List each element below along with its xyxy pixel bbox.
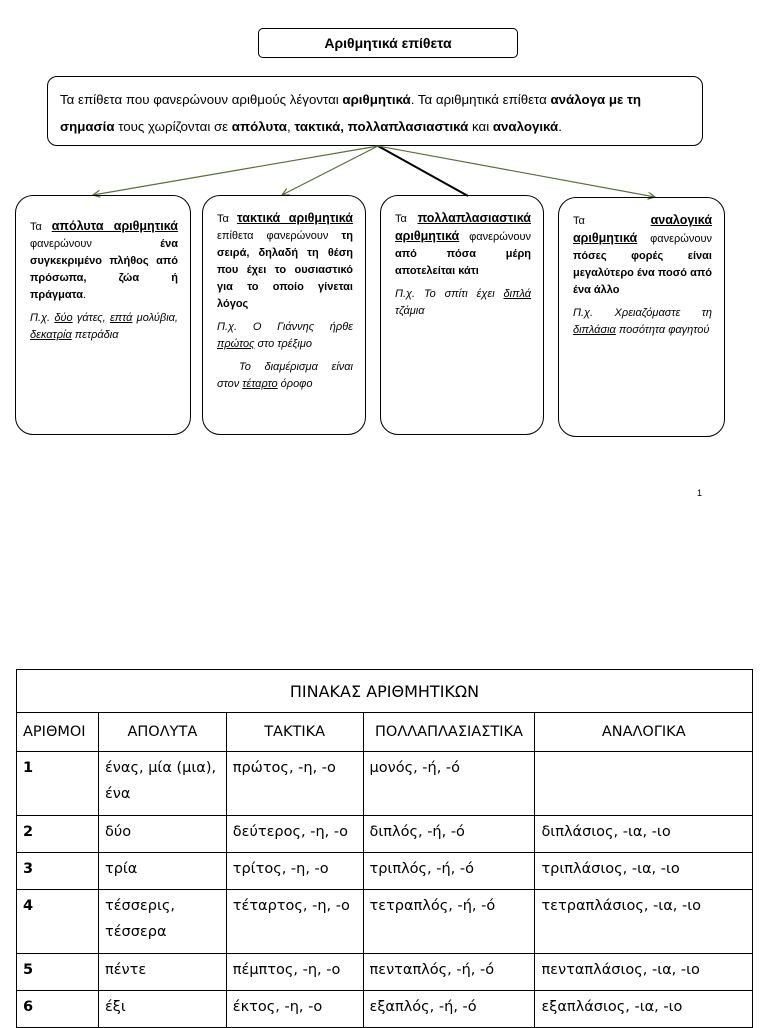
table-row — [17, 853, 753, 890]
table-cell: τετραπλάσιος, -ια, -ιο — [535, 890, 753, 954]
table-header-row — [17, 713, 753, 752]
card-text: επίθετα φανερώνουν — [217, 230, 342, 242]
intro-text: και — [468, 119, 493, 134]
table-cell: τριπλάσιος, -ια, -ιο — [535, 853, 753, 890]
card-text: Τα — [30, 221, 52, 233]
intro-bold: αναλογικά — [492, 119, 559, 134]
table-cell: έκτος, -η, -ο — [226, 991, 363, 1028]
intro-text: , — [286, 119, 295, 134]
table-row — [17, 816, 753, 853]
arrow-to-card-1 — [93, 146, 378, 195]
intro-text: . — [558, 119, 562, 134]
card-absolute — [15, 195, 191, 435]
table-cell: τετραπλός, -ή, -ό — [363, 890, 535, 954]
table-cell: ένας, μία (μια), ένα — [98, 752, 226, 816]
arrow-to-card-2 — [282, 146, 378, 195]
card-text: . — [82, 289, 87, 301]
card-desc-bold: από πόσα μέρη αποτελείται κάτι — [395, 248, 531, 277]
table-cell: πενταπλός, -ή, -ό — [363, 954, 535, 991]
card-text: φανερώνουν — [459, 231, 531, 243]
table-cell: μονός, -ή, -ό — [363, 752, 535, 816]
intro-text: Τα επίθετα που φανερώνουν αριθμούς λέγονται — [60, 92, 343, 107]
card-text: φανερώνουν — [30, 238, 161, 250]
table-row — [17, 752, 753, 816]
row-number-cell: 3 — [17, 853, 99, 890]
table-cell: πρώτος, -η, -ο — [226, 752, 363, 816]
table-cell: δεύτερος, -η, -ο — [226, 816, 363, 853]
card-example: Π.χ. Ο Γιάννης ήρθε πρώτος στο τρέξιμο — [217, 321, 353, 350]
table-cell: δύο — [98, 816, 226, 853]
column-header: ΤΑΚΤΙΚΑ — [226, 713, 363, 752]
table-cell: πενταπλάσιος, -ια, -ιο — [535, 954, 753, 991]
card-title: πολλαπλασιαστικά αριθμητικά — [395, 211, 531, 243]
table-cell: πέντε — [98, 954, 226, 991]
page-number: 1 — [697, 488, 703, 498]
card-desc-bold: ένα συγκεκριμένο πλήθος από πρόσωπα, ζώα ή πράγματα — [30, 238, 178, 301]
intro-text: τους χωρίζονται σε — [114, 119, 232, 134]
card-example: Π.χ. δύο γάτες, επτά μολύβια, δεκατρία πετράδια — [30, 312, 178, 341]
table-cell: έξι — [98, 991, 226, 1028]
card-text: Τα — [217, 213, 238, 225]
card-example: Π.χ. Το σπίτι έχει διπλά τζάμια — [395, 288, 531, 317]
table-cell: πέμπτος, -η, -ο — [226, 954, 363, 991]
numerals-table — [16, 669, 753, 1028]
card-example-2: Το διαμέρισμα είναι στον τέταρτο όροφο — [217, 361, 353, 390]
table-cell: εξαπλός, -ή, -ό — [363, 991, 535, 1028]
intro-text: . Τα αριθμητικά επίθετα — [410, 92, 551, 107]
card-ordinal — [202, 195, 366, 435]
table-row — [17, 991, 753, 1028]
arrow-to-card-4 — [378, 146, 655, 197]
table-cell — [535, 752, 753, 816]
card-title: αναλογικά αριθμητικά — [573, 213, 712, 245]
card-text: Τα — [573, 215, 651, 227]
table-cell: διπλός, -ή, -ό — [363, 816, 535, 853]
row-number-cell: 1 — [17, 752, 99, 816]
table-row — [17, 954, 753, 991]
table-cell: τέσσερις, τέσσερα — [98, 890, 226, 954]
table-cell: τρία — [98, 853, 226, 890]
table-cell: τέταρτος, -η, -ο — [226, 890, 363, 954]
card-multiplicative — [380, 195, 544, 435]
intro-bold: αριθμητικά — [342, 92, 411, 107]
page-title: Αριθμητικά επίθετα — [258, 28, 518, 58]
intro-bold: τακτικά, πολλαπλασιαστικά — [294, 119, 469, 134]
card-title: απόλυτα αριθμητικά — [51, 219, 178, 233]
column-header: ΑΡΙΘΜΟΙ — [17, 713, 99, 752]
line-to-card-3 — [378, 146, 468, 196]
row-number-cell: 2 — [17, 816, 99, 853]
table-row — [17, 890, 753, 954]
table-cell: τρίτος, -η, -ο — [226, 853, 363, 890]
card-desc-bold: πόσες φορές είναι μεγαλύτερο ένα ποσό από ένα άλλο — [573, 250, 712, 296]
column-header: ΑΠΟΛΥΤΑ — [98, 713, 226, 752]
row-number-cell: 5 — [17, 954, 99, 991]
row-number-cell: 6 — [17, 991, 99, 1028]
row-number-cell: 4 — [17, 890, 99, 954]
card-example: Π.χ. Χρειαζόμαστε τη διπλάσια ποσότητα φαγητού — [573, 307, 712, 336]
card-desc-bold: τη σειρά, δηλαδή τη θέση που έχει το ουσιαστικό για το οποίο γίνεται λόγος — [217, 230, 353, 310]
table-cell: διπλάσιος, -ια, -ιο — [535, 816, 753, 853]
table-body — [17, 752, 753, 1028]
card-proportional — [558, 197, 725, 437]
card-title: τακτικά αριθμητικά — [237, 211, 353, 225]
table-cell: εξαπλάσιος, -ια, -ιο — [535, 991, 753, 1028]
column-header: ΠΟΛΛΑΠΛΑΣΙΑΣΤΙΚΑ — [363, 713, 535, 752]
table-caption: ΠΙΝΑΚΑΣ ΑΡΙΘΜΗΤΙΚΩΝ — [17, 670, 753, 713]
card-text: Τα — [395, 213, 418, 225]
intro-bold: ανάλογα με τη σημασία — [60, 92, 642, 134]
column-header: ΑΝΑΛΟΓΙΚΑ — [535, 713, 753, 752]
intro-bold: απόλυτα — [231, 119, 287, 134]
table-cell: τριπλός, -ή, -ό — [363, 853, 535, 890]
card-text: φανερώνουν — [637, 233, 712, 245]
